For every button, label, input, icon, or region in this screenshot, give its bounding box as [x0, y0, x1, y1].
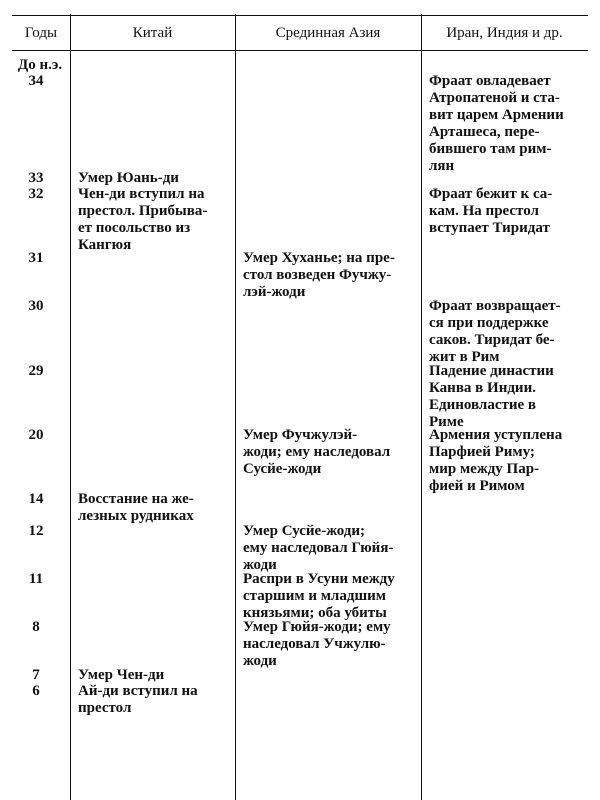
header-iran-india: Иран, Индия и др.	[446, 25, 563, 41]
year-cell: 29	[28, 363, 44, 379]
china-entry: Умер Юань-ди	[78, 170, 179, 186]
china-entry: Умер Чен-ди	[78, 667, 165, 683]
header-central-asia: Срединная Азия	[275, 25, 381, 41]
iran-india-entry: Падение династии Канва в Индии. Единовластие в Риме	[429, 363, 554, 430]
china-entry: Ай-ди вступил на престол	[78, 683, 198, 716]
central-asia-entry: Умер Сусйе-жоди; ему наследовал Гюйя- жоди	[243, 523, 394, 573]
china-entry: Чен-ди вступил на престол. Прибыва- ет посольство из Кангюя	[78, 186, 208, 253]
year-cell: 33	[28, 170, 44, 186]
china-entry: Восстание на же- лезных рудниках	[78, 491, 194, 524]
header-bottom-rule	[12, 50, 588, 51]
column-divider-china	[235, 14, 236, 800]
year-cell: 34	[28, 73, 44, 89]
central-asia-entry: Умер Хуханье; на пре- стол возведен Фучжу- лэй-жоди	[243, 250, 395, 300]
column-divider-years	[70, 14, 71, 800]
iran-india-entry: Фраат возвращает- ся при поддержке саков. Тиридат бе- жит в Рим	[429, 298, 561, 365]
year-cell: 8	[32, 619, 40, 635]
central-asia-entry: Умер Фучжулэй- жоди; ему наследовал Сусйе-жоди	[243, 427, 391, 477]
year-cell: 20	[28, 427, 44, 443]
year-cell: 30	[28, 298, 44, 314]
iran-india-entry: Фраат бежит к са- кам. На престол вступает Тиридат	[429, 186, 553, 236]
central-asia-entry: Умер Гюйя-жоди; ему наследовал Учжулю- жоди	[243, 619, 391, 669]
year-cell: 31	[28, 250, 44, 266]
year-cell: 12	[28, 523, 44, 539]
header-china: Китай	[132, 25, 173, 41]
header-years: Годы	[24, 25, 58, 41]
iran-india-entry: Армения уступлена Парфией Риму; мир между Пар- фией и Римом	[429, 427, 563, 494]
iran-india-entry: Фраат овладевает Атропатеной и ста- вит царем Армении Арташеса, пере- бившего там рим- лян	[429, 73, 564, 174]
table-top-rule	[12, 15, 588, 16]
column-divider-central-asia	[421, 14, 422, 800]
year-cell: 32	[28, 186, 44, 202]
year-cell: 11	[28, 571, 44, 587]
era-label: До н.э.	[17, 57, 63, 73]
year-cell: 14	[28, 491, 44, 507]
central-asia-entry: Распри в Усуни между старшим и младшим князьями; оба убиты	[243, 571, 395, 621]
year-cell: 6	[32, 683, 40, 699]
year-cell: 7	[32, 667, 40, 683]
